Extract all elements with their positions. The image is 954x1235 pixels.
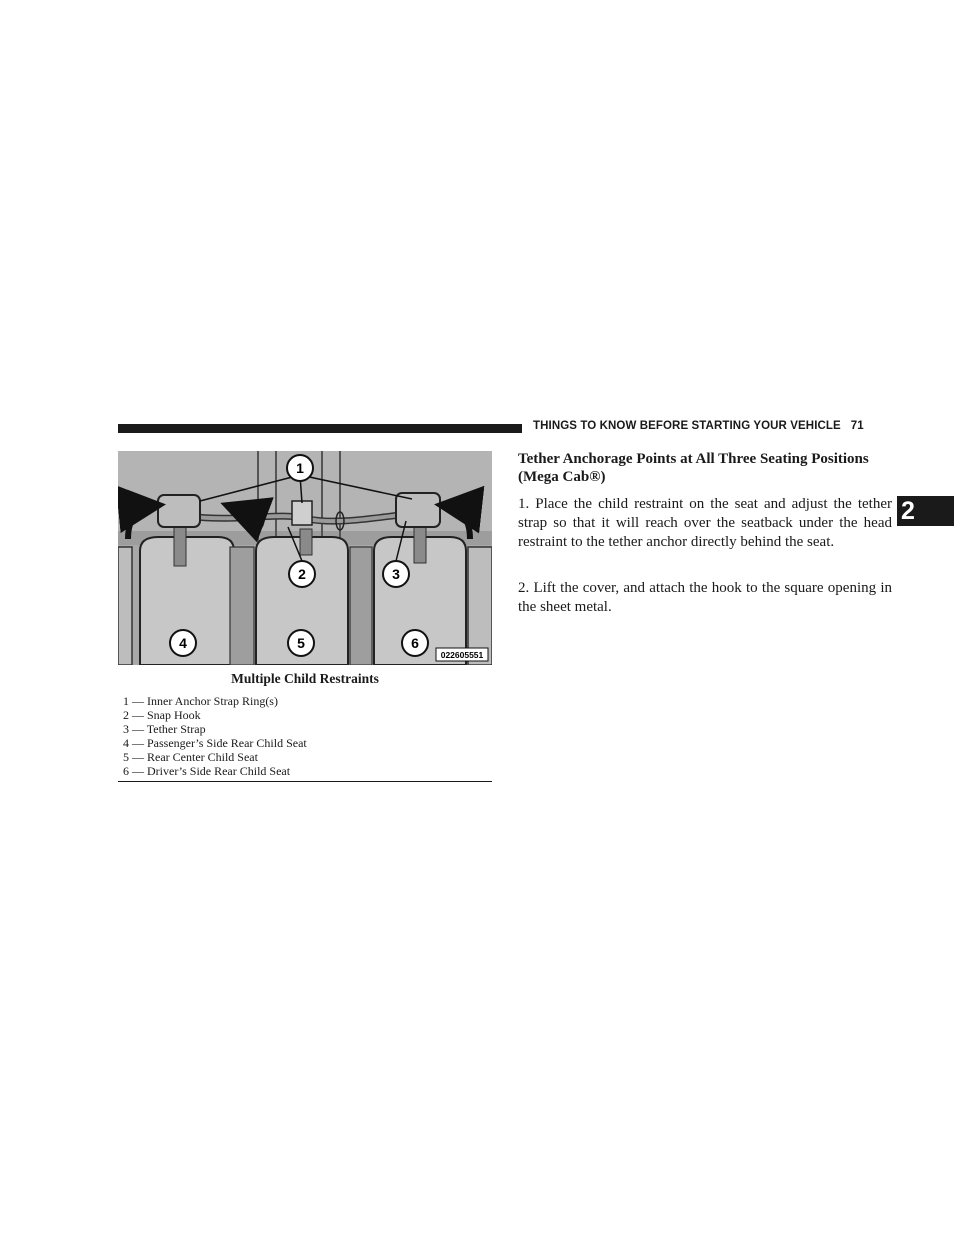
child-restraint-illustration: [118, 451, 492, 665]
section-heading: Tether Anchorage Points at All Three Seating Positions (Mega Cab®): [518, 451, 869, 485]
callout-5: [288, 630, 314, 656]
callout-6: [402, 630, 428, 656]
legend-item: 4 — Passenger’s Side Rear Child Seat: [123, 736, 307, 750]
legend-item: 2 — Snap Hook: [123, 708, 201, 722]
paragraph-step-1: 1. Place the child restraint on the seat and adjust the tether strap so that it will reach over the seatback under the head restraint to the tether anchor directly behind the seat.: [518, 496, 892, 550]
svg-text:5: 5: [297, 635, 305, 651]
callout-3: [383, 561, 409, 587]
chapter-tab: 2: [897, 496, 954, 526]
header-section-title: THINGS TO KNOW BEFORE STARTING YOUR VEHICLE: [533, 420, 841, 432]
svg-text:022605551: 022605551: [440, 650, 484, 660]
svg-text:6: 6: [411, 635, 419, 651]
callout-1: [287, 455, 313, 481]
legend-rule: [118, 781, 492, 782]
svg-text:1: 1: [296, 460, 304, 476]
legend-item: 5 — Rear Center Child Seat: [123, 750, 258, 764]
page-number: 71: [850, 420, 864, 432]
legend-item: 6 — Driver’s Side Rear Child Seat: [123, 764, 291, 778]
svg-text:4: 4: [179, 635, 187, 651]
callout-4: [170, 630, 196, 656]
svg-text:3: 3: [392, 566, 400, 582]
paragraph-step-2: 2. Lift the cover, and attach the hook to the square opening in the sheet metal.: [518, 580, 892, 615]
header-rule: [118, 424, 522, 433]
legend-item: 1 — Inner Anchor Strap Ring(s): [123, 694, 278, 708]
legend-item: 3 — Tether Strap: [123, 722, 206, 736]
callout-2: [289, 561, 315, 587]
running-header: [533, 420, 893, 432]
image-code-label: [436, 648, 488, 661]
figure-caption: Multiple Child Restraints: [231, 671, 379, 686]
svg-text:2: 2: [298, 566, 306, 582]
figure-legend: [123, 694, 492, 778]
